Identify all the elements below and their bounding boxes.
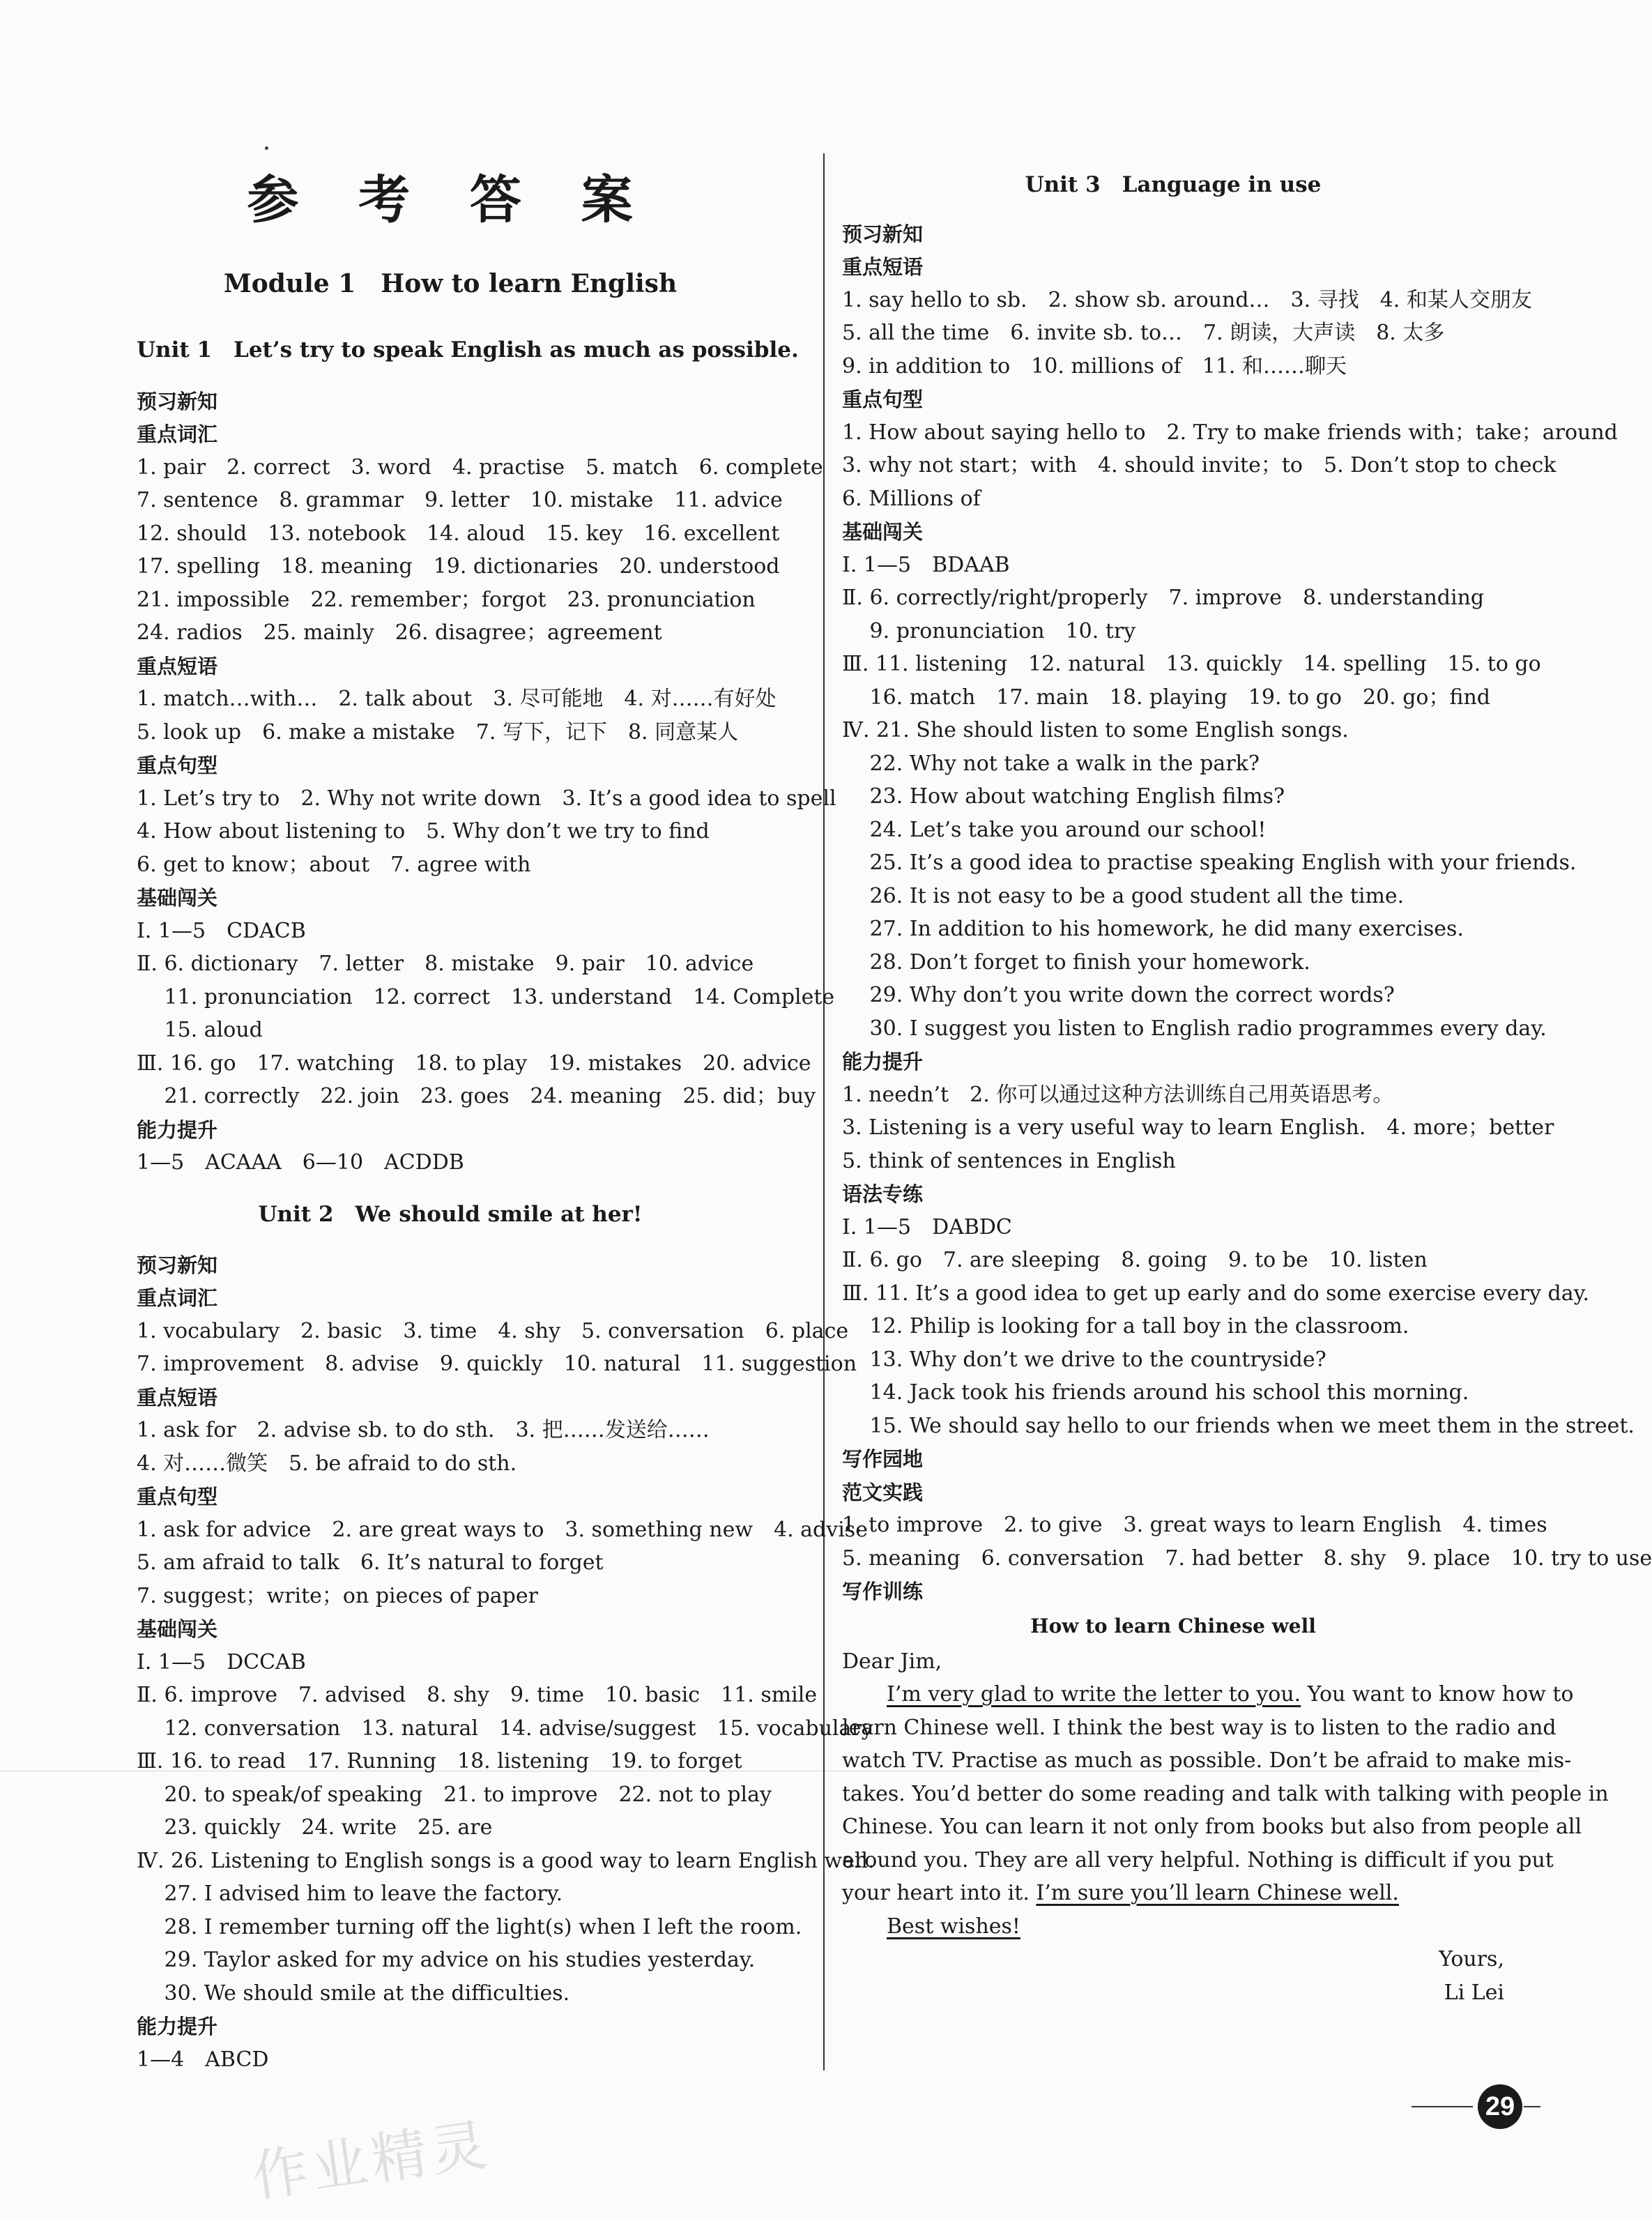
- unit1-vocab-line: 21. impossible 22. remember；forgot 23. pronunciation: [137, 588, 756, 612]
- unit3-basic-line: 23. How about watching English films?: [842, 784, 1285, 809]
- unit1-title: Unit 1 Let’s try to speak English as much as possible.: [137, 337, 799, 362]
- essay-line: around you. They are all very helpful. Nothing is difficult if you put: [842, 1848, 1554, 1872]
- unit1-ability-heading: 能力提升: [137, 1118, 218, 1142]
- unit3-grammar-heading: 语法专练: [842, 1182, 924, 1206]
- unit2-basic-line: 29. Taylor asked for my advice on his studies yesterday.: [137, 1948, 756, 1972]
- unit3-phrases-heading: 重点短语: [842, 255, 924, 279]
- unit3-basic-line: 16. match 17. main 18. playing 19. to go 20. go；find: [842, 685, 1490, 710]
- unit2-basic-line: Ⅱ. 6. improve 7. advised 8. shy 9. time 10. basic 11. smile: [137, 1683, 818, 1707]
- unit2-vocab-heading: 重点词汇: [137, 1286, 218, 1310]
- unit3-model-line: 5. meaning 6. conversation 7. had better 8. shy 9. place 10. try to use: [842, 1546, 1652, 1571]
- unit2-title: Unit 2 We should smile at her!: [258, 1202, 643, 1227]
- unit3-basic-line: 9. pronunciation 10. try: [842, 619, 1136, 643]
- unit3-sentences-heading: 重点句型: [842, 388, 924, 411]
- unit1-vocab-line: 12. should 13. notebook 14. aloud 15. key 16. excellent: [137, 521, 780, 546]
- essay-wishes: Best wishes!: [887, 1914, 1020, 1939]
- unit2-phrases-heading: 重点短语: [137, 1386, 218, 1410]
- unit2-vocab-line: 1. vocabulary 2. basic 3. time 4. shy 5. conversation 6. place: [137, 1319, 849, 1343]
- unit2-vocab-line: 7. improvement 8. advise 9. quickly 10. natural 11. suggestion: [137, 1352, 857, 1376]
- unit3-basic-line: 30. I suggest you listen to English radio programmes every day.: [842, 1016, 1547, 1041]
- unit3-preview-heading: 预习新知: [842, 222, 924, 246]
- essay-opening-underlined: I’m very glad to write the letter to you.: [887, 1682, 1301, 1707]
- essay-title: How to learn Chinese well: [1030, 1615, 1316, 1638]
- unit2-phrase-line: 1. ask for 2. advise sb. to do sth. 3. 把……发送给……: [137, 1418, 710, 1442]
- unit2-ability-line: 1—4 ABCD: [137, 2047, 269, 2072]
- essay-line: Chinese. You can learn it not only from books but also from people all: [842, 1815, 1582, 1839]
- unit3-basic-line: 29. Why don’t you write down the correct words?: [842, 983, 1395, 1007]
- scan-speck: [265, 146, 268, 150]
- unit2-basic-line: 23. quickly 24. write 25. are: [137, 1815, 493, 1840]
- essay-closing-underlined: I’m sure you’ll learn Chinese well.: [1036, 1881, 1399, 1905]
- unit2-phrase-line: 4. 对……微笑 5. be afraid to do sth.: [137, 1451, 517, 1476]
- unit1-basic-line: Ⅲ. 16. go 17. watching 18. to play 19. mistakes 20. advice: [137, 1051, 811, 1076]
- unit3-grammar-line: 12. Philip is looking for a tall boy in the classroom.: [842, 1314, 1409, 1338]
- module-title: Module 1 How to learn English: [223, 269, 678, 298]
- unit1-phrases-heading: 重点短语: [137, 655, 218, 678]
- unit2-basic-line: Ⅳ. 26. Listening to English songs is a good way to learn English well.: [137, 1849, 875, 1873]
- essay-opening-rest: You want to know how to: [1301, 1682, 1574, 1707]
- unit2-basic-line: 30. We should smile at the difficulties.: [137, 1981, 570, 2006]
- unit3-ability-line: 3. Listening is a very useful way to learn English. 4. more；better: [842, 1115, 1554, 1140]
- unit3-basic-line: 25. It’s a good idea to practise speaking English with your friends.: [842, 850, 1577, 875]
- unit3-model-heading: 范文实践: [842, 1481, 924, 1504]
- unit3-writing-heading: 写作园地: [842, 1447, 924, 1471]
- unit2-basic-heading: 基础闯关: [137, 1617, 218, 1641]
- unit3-basic-heading: 基础闯关: [842, 520, 924, 544]
- unit3-phrase-line: 9. in addition to 10. millions of 11. 和……聊天: [842, 354, 1347, 379]
- unit3-grammar-line: Ⅲ. 11. It’s a good idea to get up early and do some exercise every day.: [842, 1281, 1590, 1306]
- unit3-grammar-line: 15. We should say hello to our friends when we meet them in the street.: [842, 1414, 1635, 1438]
- unit1-sentences-heading: 重点句型: [137, 754, 218, 777]
- unit1-basic-line: 11. pronunciation 12. correct 13. understand 14. Complete: [137, 985, 835, 1009]
- unit2-ability-heading: 能力提升: [137, 2015, 218, 2038]
- unit1-vocab-line: 17. spelling 18. meaning 19. dictionaries 20. understood: [137, 554, 780, 579]
- unit3-grammar-line: Ⅱ. 6. go 7. are sleeping 8. going 9. to be 10. listen: [842, 1248, 1428, 1272]
- page-number-rule-left: [1412, 2106, 1473, 2107]
- unit2-sentence-line: 1. ask for advice 2. are great ways to 3. something new 4. advise: [137, 1518, 868, 1542]
- page-number-rule-right: [1524, 2106, 1540, 2107]
- unit3-basic-line: Ⅱ. 6. correctly/right/properly 7. improve 8. understanding: [842, 586, 1485, 610]
- unit1-sentence-line: 6. get to know；about 7. agree with: [137, 853, 531, 877]
- essay-line: [887, 1681, 1574, 1709]
- essay-line: watch TV. Practise as much as possible. Don’t be afraid to make mis-: [842, 1748, 1572, 1773]
- essay-salutation: Dear Jim,: [842, 1649, 942, 1674]
- essay-last-pre: your heart into it.: [842, 1881, 1037, 1905]
- unit3-model-line: 1. to improve 2. to give 3. great ways to learn English 4. times: [842, 1513, 1547, 1537]
- unit3-basic-line: 26. It is not easy to be a good student all the time.: [842, 884, 1405, 908]
- unit1-vocab-heading: 重点词汇: [137, 422, 218, 446]
- essay-line: [842, 1879, 1399, 1907]
- unit1-vocab-line: 1. pair 2. correct 3. word 4. practise 5. match 6. complete: [137, 455, 823, 480]
- unit3-phrase-line: 1. say hello to sb. 2. show sb. around… 3. 寻找 4. 和某人交朋友: [842, 288, 1532, 312]
- unit3-phrase-line: 5. all the time 6. invite sb. to… 7. 朗读，大声读 8. 太多: [842, 321, 1445, 345]
- unit1-sentence-line: 1. Let’s try to 2. Why not write down 3. It’s a good idea to spell: [137, 786, 836, 811]
- unit1-basic-line: 15. aloud: [137, 1018, 263, 1042]
- unit3-grammar-line: 13. Why don’t we drive to the countryside?: [842, 1348, 1326, 1372]
- unit2-basic-line: 28. I remember turning off the light(s) when I left the room.: [137, 1915, 802, 1939]
- unit2-sentences-heading: 重点句型: [137, 1485, 218, 1509]
- unit1-phrase-line: 1. match…with… 2. talk about 3. 尽可能地 4. 对……有好处: [137, 687, 777, 711]
- unit3-basic-line: 27. In addition to his homework, he did many exercises.: [842, 917, 1464, 941]
- unit2-preview-heading: 预习新知: [137, 1253, 218, 1277]
- essay-line: learn Chinese well. I think the best way is to listen to the radio and: [842, 1716, 1557, 1740]
- unit3-sentence-line: 3. why not start；with 4. should invite；to 5. Don’t stop to check: [842, 453, 1557, 478]
- unit3-basic-line: Ⅲ. 11. listening 12. natural 13. quickly 14. spelling 15. to go: [842, 652, 1541, 676]
- unit3-training-heading: 写作训练: [842, 1580, 924, 1603]
- unit2-basic-line: Ⅲ. 16. to read 17. Running 18. listening 19. to forget: [137, 1749, 742, 1773]
- unit1-basic-line: Ⅱ. 6. dictionary 7. letter 8. mistake 9. pair 10. advice: [137, 952, 754, 976]
- essay-sign-name: Li Lei: [1444, 1980, 1504, 2005]
- unit2-basic-line: 20. to speak/of speaking 21. to improve 22. not to play: [137, 1783, 772, 1807]
- unit2-sentence-line: 5. am afraid to talk 6. It’s natural to forget: [137, 1550, 604, 1575]
- unit1-vocab-line: 7. sentence 8. grammar 9. letter 10. mistake 11. advice: [137, 488, 783, 512]
- unit1-basic-line: Ⅰ. 1—5 CDACB: [137, 919, 306, 943]
- unit3-basic-line: Ⅳ. 21. She should listen to some English songs.: [842, 718, 1349, 742]
- unit3-ability-line: 1. needn’t 2. 你可以通过这种方法训练自己用英语思考。: [842, 1083, 1394, 1107]
- unit1-vocab-line: 24. radios 25. mainly 26. disagree；agreement: [137, 620, 662, 645]
- unit1-basic-line: 21. correctly 22. join 23. goes 24. meaning 25. did；buy: [137, 1084, 816, 1108]
- essay-sign-yours: Yours,: [1439, 1947, 1504, 1971]
- unit3-title: Unit 3 Language in use: [1025, 172, 1322, 197]
- column-divider: [823, 153, 825, 2070]
- unit2-basic-line: 12. conversation 13. natural 14. advise/suggest 15. vocabulary: [137, 1716, 873, 1741]
- unit3-ability-heading: 能力提升: [842, 1050, 924, 1074]
- unit3-basic-line: Ⅰ. 1—5 BDAAB: [842, 553, 1010, 577]
- unit1-preview-heading: 预习新知: [137, 390, 218, 413]
- unit3-grammar-line: Ⅰ. 1—5 DABDC: [842, 1215, 1012, 1239]
- unit3-sentence-line: 6. Millions of: [842, 487, 981, 511]
- unit1-phrase-line: 5. look up 6. make a mistake 7. 写下，记下 8. 同意某人: [137, 720, 739, 745]
- unit3-ability-line: 5. think of sentences in English: [842, 1149, 1176, 1173]
- unit2-basic-line: 27. I advised him to leave the factory.: [137, 1882, 563, 1906]
- unit1-sentence-line: 4. How about listening to 5. Why don’t we try to find: [137, 819, 710, 844]
- page-title: 参 考 答 案: [247, 170, 654, 230]
- page-number-badge: 29: [1478, 2084, 1522, 2129]
- unit1-ability-line: 1—5 ACAAA 6—10 ACDDB: [137, 1150, 464, 1175]
- unit2-sentence-line: 7. suggest；write；on pieces of paper: [137, 1584, 538, 1608]
- unit1-basic-heading: 基础闯关: [137, 886, 218, 910]
- unit3-sentence-line: 1. How about saying hello to 2. Try to make friends with；take；around: [842, 420, 1618, 445]
- unit3-basic-line: 24. Let’s take you around our school!: [842, 818, 1267, 842]
- unit3-basic-line: 28. Don’t forget to finish your homework.: [842, 950, 1310, 975]
- unit2-basic-line: Ⅰ. 1—5 DCCAB: [137, 1650, 306, 1674]
- unit3-grammar-line: 14. Jack took his friends around his school this morning.: [842, 1380, 1469, 1405]
- unit3-basic-line: 22. Why not take a walk in the park?: [842, 751, 1260, 776]
- watermark: 作业精灵: [248, 2112, 495, 2210]
- essay-line: takes. You’d better do some reading and talk with talking with people in: [842, 1782, 1609, 1806]
